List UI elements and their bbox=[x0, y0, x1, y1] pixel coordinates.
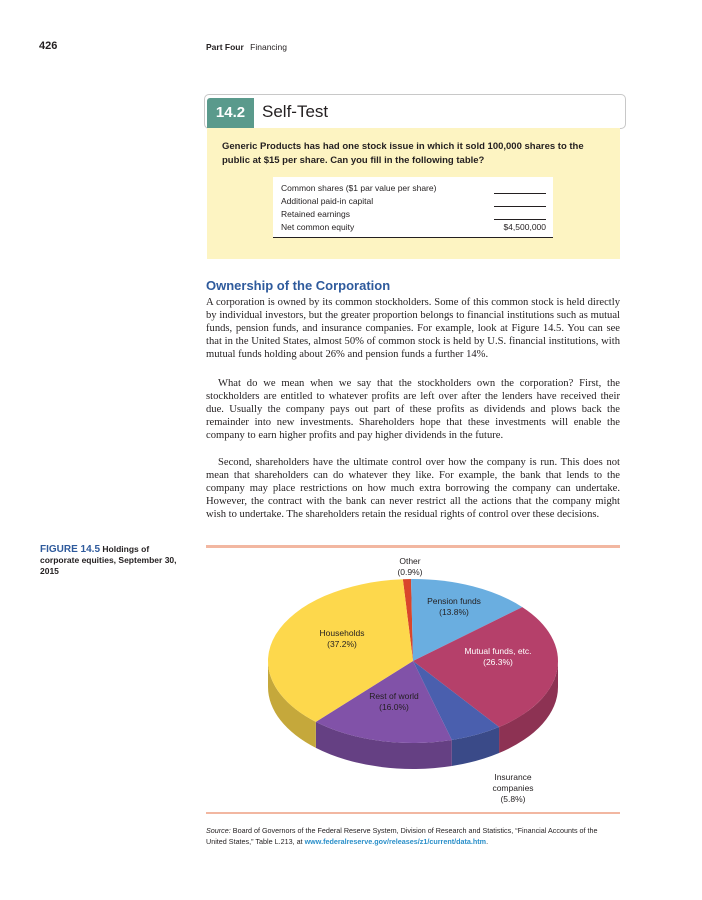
table-row bbox=[281, 222, 551, 232]
section-heading: Ownership of the Corporation bbox=[206, 278, 391, 293]
pie-chart bbox=[206, 548, 620, 810]
figure-bottom-rule bbox=[206, 812, 620, 814]
running-header-part: Part Four bbox=[206, 42, 244, 52]
table-row-label: Common shares ($1 par value per share) bbox=[281, 183, 437, 193]
label-insurance-name: Insurance companies bbox=[492, 772, 534, 793]
table-row-label: Additional paid-in capital bbox=[281, 196, 374, 206]
answer-blank bbox=[494, 219, 546, 220]
answer-blank bbox=[494, 206, 546, 207]
table-row-value: $4,500,000 bbox=[503, 222, 546, 232]
label-rest-of-world-value: (16.0%) bbox=[379, 702, 409, 712]
source-prefix: Source: bbox=[206, 826, 231, 835]
source-end: . bbox=[486, 836, 489, 846]
table-row-label: Net common equity bbox=[281, 222, 355, 232]
label-pension-funds-value: (13.8%) bbox=[439, 607, 469, 617]
label-mutual-funds-name: Mutual funds, etc. bbox=[464, 646, 532, 656]
self-test-number: 14.2 bbox=[207, 98, 254, 128]
self-test-table bbox=[273, 177, 553, 238]
running-header bbox=[206, 42, 287, 52]
label-rest-of-world-name: Rest of world bbox=[369, 691, 419, 701]
figure-source bbox=[206, 826, 620, 847]
figure-caption-text: Holdings of corporate equities, September 30, 2015 bbox=[40, 544, 177, 576]
label-mutual-funds bbox=[450, 646, 546, 668]
label-other-value: (0.9%) bbox=[397, 567, 423, 577]
table-row bbox=[281, 183, 551, 193]
paragraph-3: Second, shareholders have the ultimate control over how the company is run. This does not mean that shareholders can do whatever they like. For example, the bank that lends to the company may place restrictions on how much extra borrowing the company can undertake. However, the contract with the bank can never restrict all the actions that the company might wish to undertake. The shareholders retain the residual rights of control over these decisions. bbox=[206, 457, 620, 521]
label-pension-funds-name: Pension funds bbox=[427, 596, 481, 606]
source-link[interactable]: www.federalreserve.gov/releases/z1/current/data.htm bbox=[304, 836, 487, 846]
page-number: 426 bbox=[39, 40, 58, 52]
label-pension-funds bbox=[412, 596, 496, 618]
paragraph-1: A corporation is owned by its common stockholders. Some of this common stock is held directly by individual investors, but the greater proportion belongs to financial institutions such as mutual funds, pension funds, and insurance companies. For example, look at Figure 14.5. You can see that in the United States, almost 50% of common stock is held by U.S. financial institutions, with mutual funds holding about 26% and pension funds a further 14%. bbox=[206, 297, 620, 361]
source-text: Board of Governors of the Federal Reserve System, Division of Research and Statistics, “Financial Accounts of the United States,” Table L.213, at bbox=[206, 826, 598, 846]
table-row bbox=[281, 209, 551, 219]
label-other bbox=[370, 556, 450, 578]
label-other-name: Other bbox=[399, 556, 421, 566]
label-mutual-funds-value: (26.3%) bbox=[483, 657, 513, 667]
self-test-title: Self-Test bbox=[262, 102, 329, 121]
self-test-question: Generic Products has had one stock issue in which it sold 100,000 shares to the public at $15 per share. Can you fill in the following table? bbox=[222, 141, 584, 166]
answer-blank bbox=[494, 193, 546, 194]
figure-number: FIGURE 14.5 bbox=[40, 544, 101, 555]
label-households-value: (37.2%) bbox=[327, 639, 357, 649]
table-row-label: Retained earnings bbox=[281, 209, 350, 219]
label-insurance bbox=[478, 772, 548, 805]
label-insurance-value: (5.8%) bbox=[500, 794, 526, 804]
running-header-section: Financing bbox=[250, 42, 288, 52]
label-rest-of-world bbox=[352, 691, 436, 713]
table-row bbox=[281, 196, 551, 206]
label-households-name: Households bbox=[319, 628, 365, 638]
label-households bbox=[300, 628, 384, 650]
figure-caption bbox=[40, 544, 190, 577]
paragraph-2: What do we mean when we say that the stockholders own the corporation? First, the stockholders are entitled to whatever profits are left over after the lenders have received their due. Usually the company pays out part of these profits as dividends and plows back the remainder into new investments. Shareholders hope that these investments will enable the company to earn higher profits and pay higher dividends in the future. bbox=[206, 378, 620, 442]
